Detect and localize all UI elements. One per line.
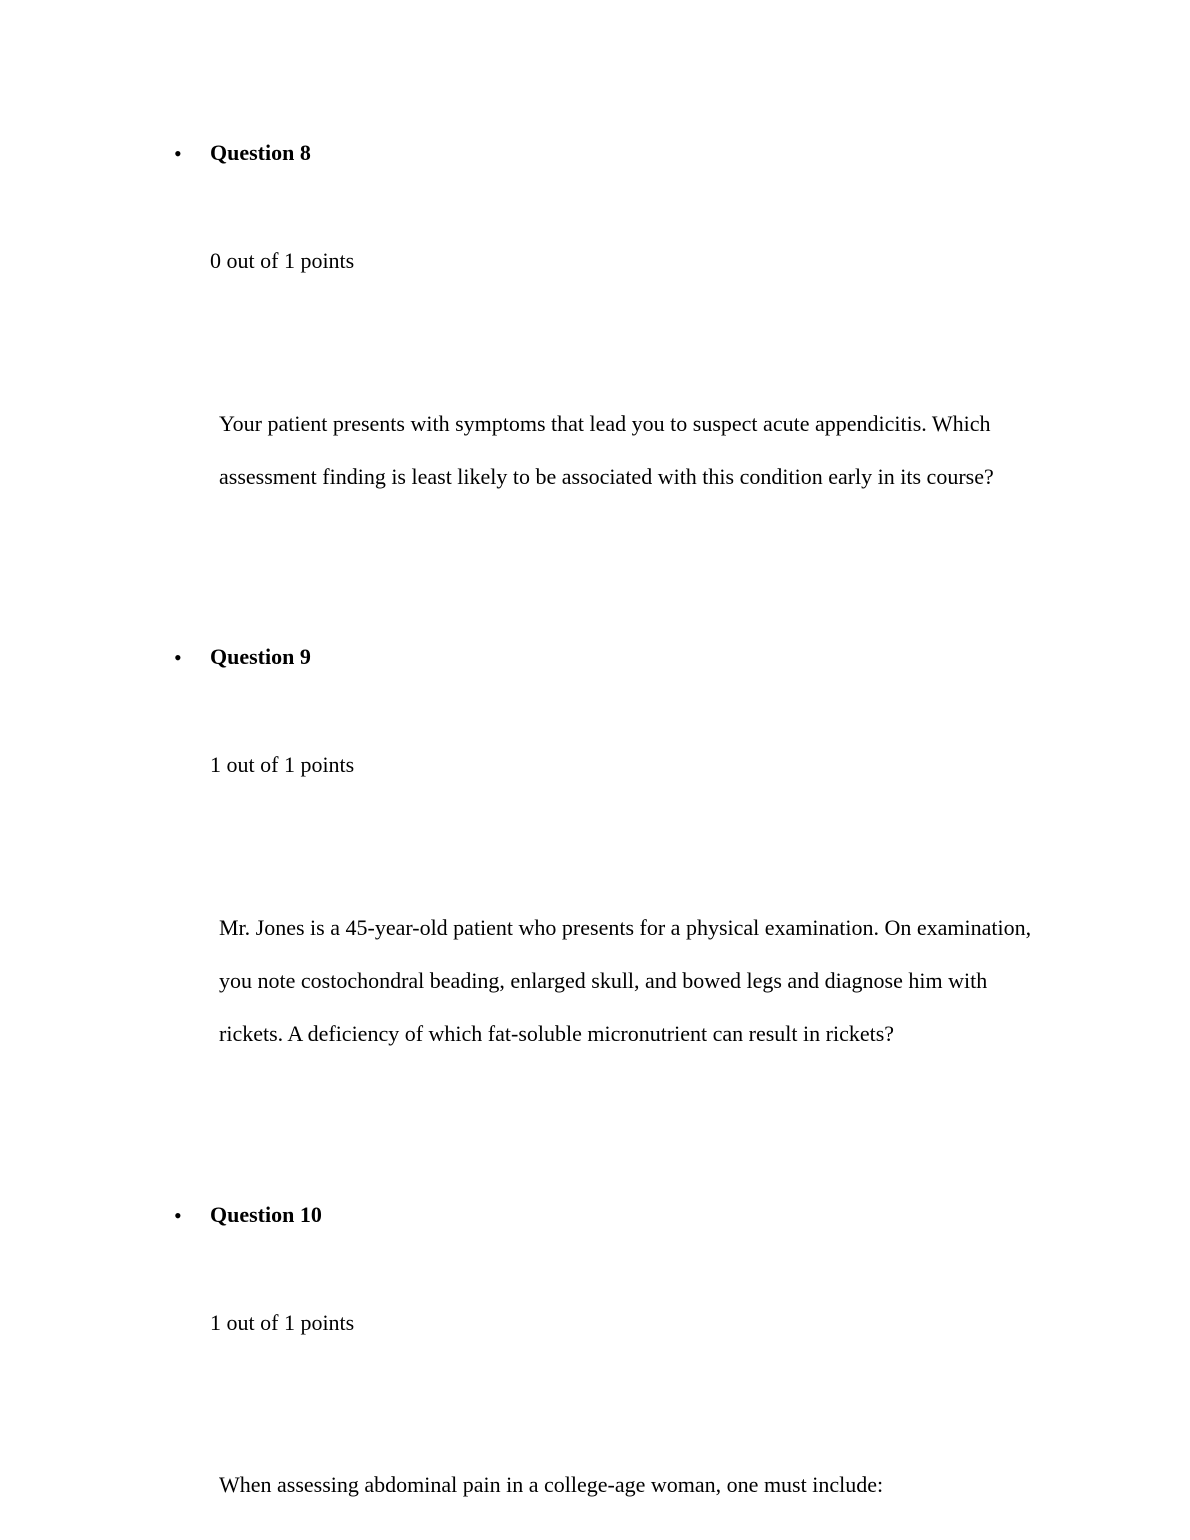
question-points: 1 out of 1 points — [210, 752, 355, 777]
question-title: Question 10 — [210, 1202, 322, 1227]
question-points: 1 out of 1 points — [210, 1310, 355, 1335]
question-title: Question 8 — [210, 140, 311, 165]
question-text-line: assessment finding is least likely to be associated with this condition early in its course? — [219, 464, 994, 489]
question-points: 0 out of 1 points — [210, 248, 355, 273]
question-text-line: Mr. Jones is a 45-year-old patient who presents for a physical examination. On examination, — [219, 915, 1032, 940]
question-text-line: you note costochondral beading, enlarged skull, and bowed legs and diagnose him with — [219, 968, 988, 993]
question-text — [219, 1458, 1109, 1511]
question-text — [219, 397, 1109, 503]
bullet-icon: • — [174, 1203, 182, 1228]
question-text-line: When assessing abdominal pain in a college-age woman, one must include: — [219, 1472, 884, 1497]
question-text — [219, 901, 1109, 1060]
question-text-line: rickets. A deficiency of which fat-soluble micronutrient can result in rickets? — [219, 1021, 895, 1046]
question-text-line: Your patient presents with symptoms that lead you to suspect acute appendicitis. Which — [219, 411, 991, 436]
question-title: Question 9 — [210, 644, 311, 669]
bullet-icon: • — [174, 645, 182, 670]
bullet-icon: • — [174, 141, 182, 166]
